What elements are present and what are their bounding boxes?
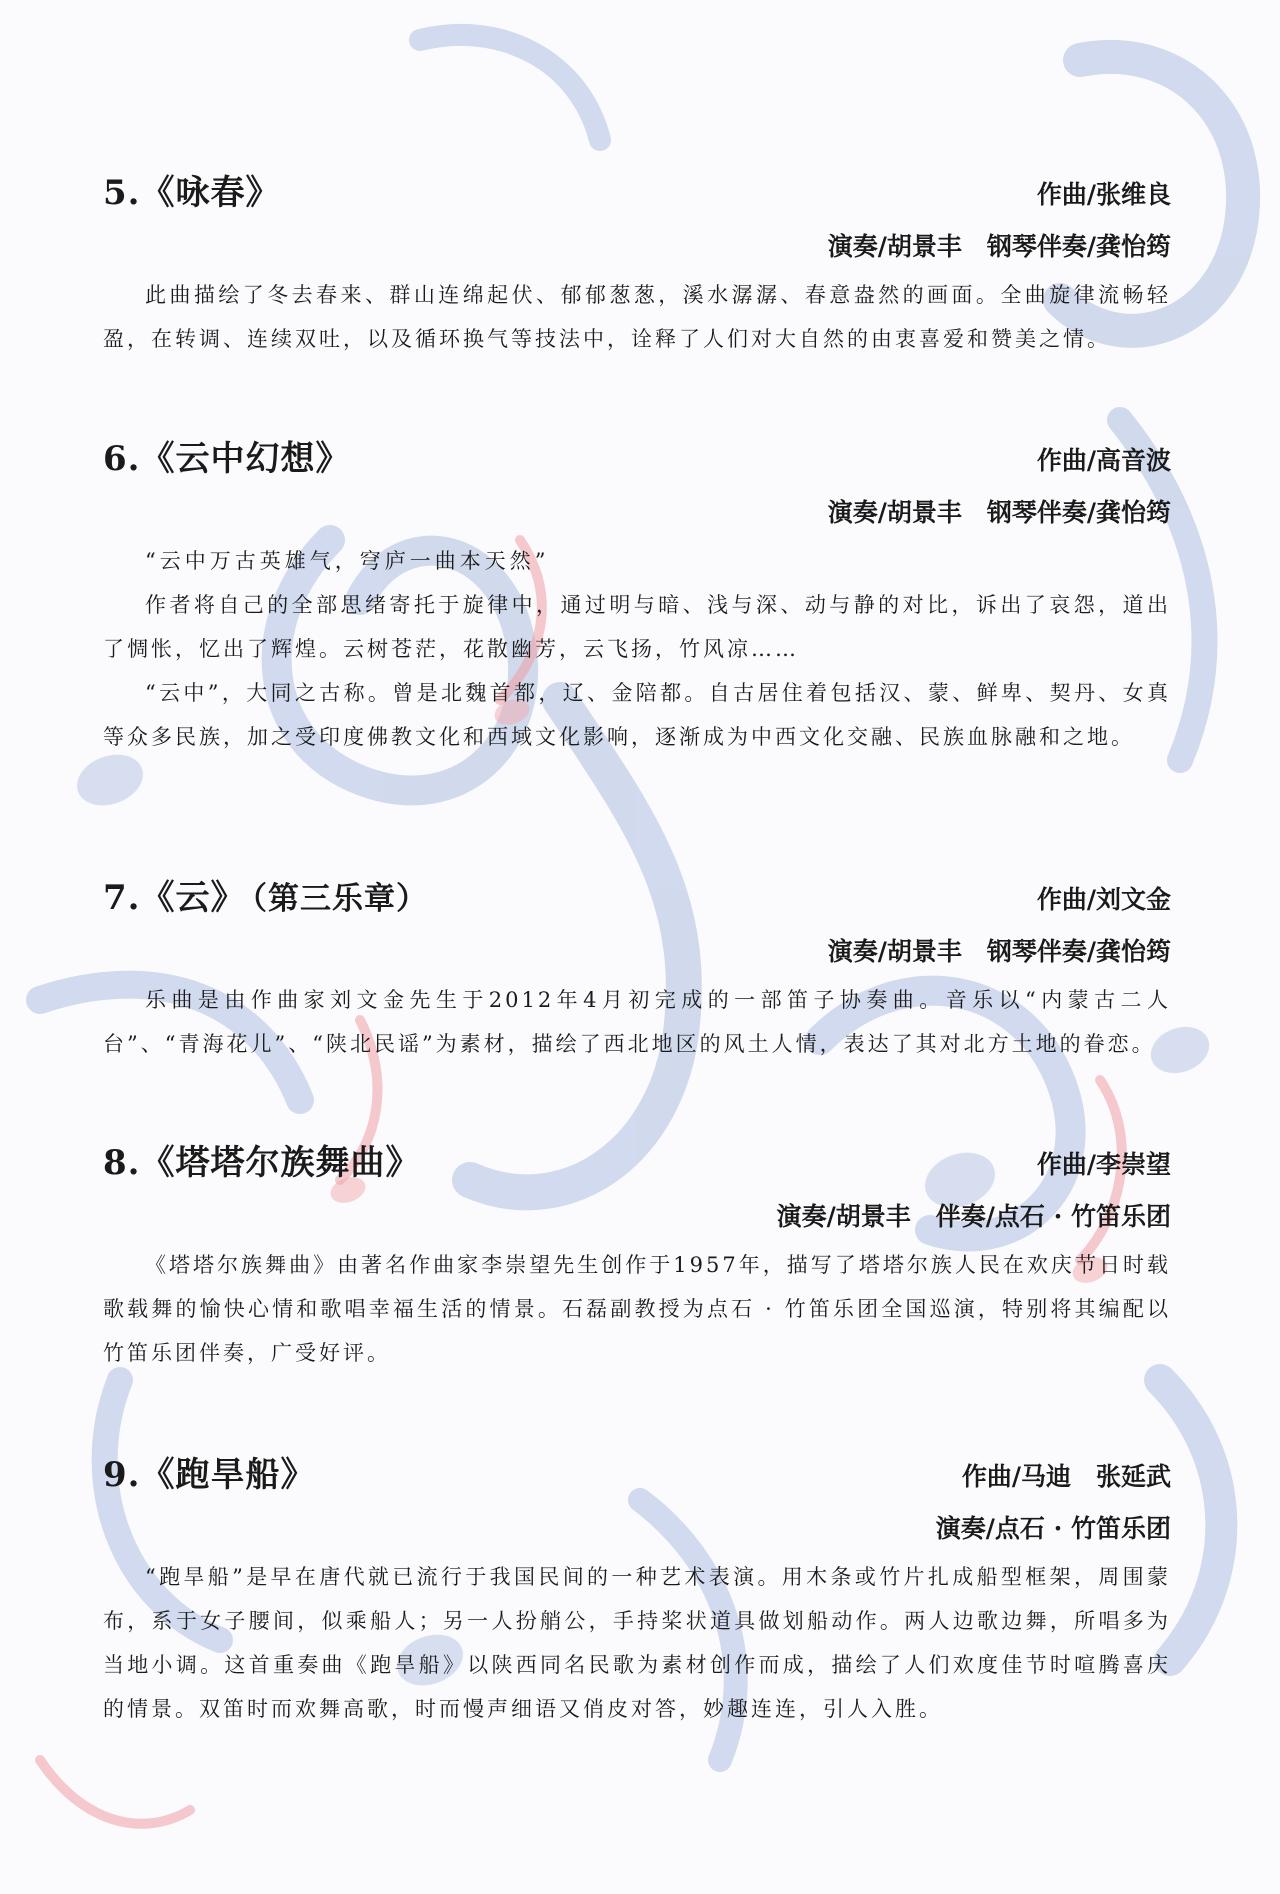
description-paragraph: 作者将自己的全部思绪寄托于旋律中，通过明与暗、浅与深、动与静的对比，诉出了哀怨，道出了惆怅，忆出了辉煌。云树苍茫，花散幽芳，云飞扬，竹风凉……	[103, 593, 1171, 661]
piece-description	[103, 978, 1171, 1066]
piece-subtitle: （第三乐章）	[251, 881, 428, 917]
performer-credit: 演奏/胡景丰 钢琴伴奏/龚怡筠	[827, 498, 1171, 527]
piece-description	[103, 539, 1171, 759]
piece-description	[103, 273, 1171, 361]
performer-credit: 演奏/胡景丰 伴奏/点石 · 竹笛乐团	[776, 1202, 1171, 1231]
composer-credit: 作曲/李崇望	[1036, 1150, 1171, 1179]
piece-title: 6.《云中幻想》	[103, 439, 351, 479]
description-paragraph: “云中”，大同之古称。曾是北魏首都，辽、金陪都。自古居住着包括汉、蒙、鲜卑、契丹、女真等众多民族，加之受印度佛教文化和西域文化影响，逐渐成为中西文化交融、民族血脉融和之地。	[103, 681, 1171, 749]
composer-credit: 作曲/刘文金	[1036, 885, 1171, 914]
piece-title: 8.《塔塔尔族舞曲》	[103, 1143, 421, 1183]
description-paragraph: “跑旱船”是早在唐代就已流行于我国民间的一种艺术表演。用木条或竹片扎成船型框架，周围蒙布，系于女子腰间，似乘船人；另一人扮艄公，手持桨状道具做划船动作。两人边歌边舞，所唱多为当地小调。这首重奏曲《跑旱船》以陕西同名民歌为素材创作而成，描绘了人们欢度佳节时喧腾喜庆的情景。双笛时而欢舞高歌，时而慢声细语又俏皮对答，妙趣连连，引人入胜。	[103, 1565, 1171, 1721]
performer-credit: 演奏/胡景丰 钢琴伴奏/龚怡筠	[827, 232, 1171, 261]
performer-credit: 演奏/胡景丰 钢琴伴奏/龚怡筠	[827, 937, 1171, 966]
description-quote: “云中万古英雄气，穹庐一曲本天然”	[145, 549, 550, 573]
piece-description	[103, 1243, 1171, 1375]
piece-title: 5.《咏春》	[103, 173, 281, 213]
piece-title: 9.《跑旱船》	[103, 1455, 316, 1495]
composer-credit: 作曲/张维良	[1036, 180, 1171, 209]
piece-description	[103, 1555, 1171, 1731]
performer-credit: 演奏/点石 · 竹笛乐团	[935, 1514, 1171, 1543]
composer-credit: 作曲/马迪 张延武	[961, 1462, 1171, 1491]
description-paragraph: 《塔塔尔族舞曲》由著名作曲家李崇望先生创作于1957年，描写了塔塔尔族人民在欢庆节日时载歌载舞的愉快心情和歌唱幸福生活的情景。石磊副教授为点石 · 竹笛乐团全国巡演，特别将其编配以竹笛乐团伴奏，广受好评。	[103, 1253, 1171, 1365]
description-paragraph: 乐曲是由作曲家刘文金先生于2012年4月初完成的一部笛子协奏曲。音乐以“内蒙古二人台”、“青海花儿”、“陕北民谣”为素材，描绘了西北地区的风土人情，表达了其对北方土地的眷恋。	[103, 988, 1171, 1056]
description-paragraph: 此曲描绘了冬去春来、群山连绵起伏、郁郁葱葱，溪水潺潺、春意盎然的画面。全曲旋律流畅轻盈，在转调、连续双吐，以及循环换气等技法中，诠释了人们对大自然的由衷喜爱和赞美之情。	[103, 283, 1171, 351]
composer-credit: 作曲/高音波	[1036, 446, 1171, 475]
piece-title: 7.《云》 （第三乐章）	[103, 878, 428, 918]
